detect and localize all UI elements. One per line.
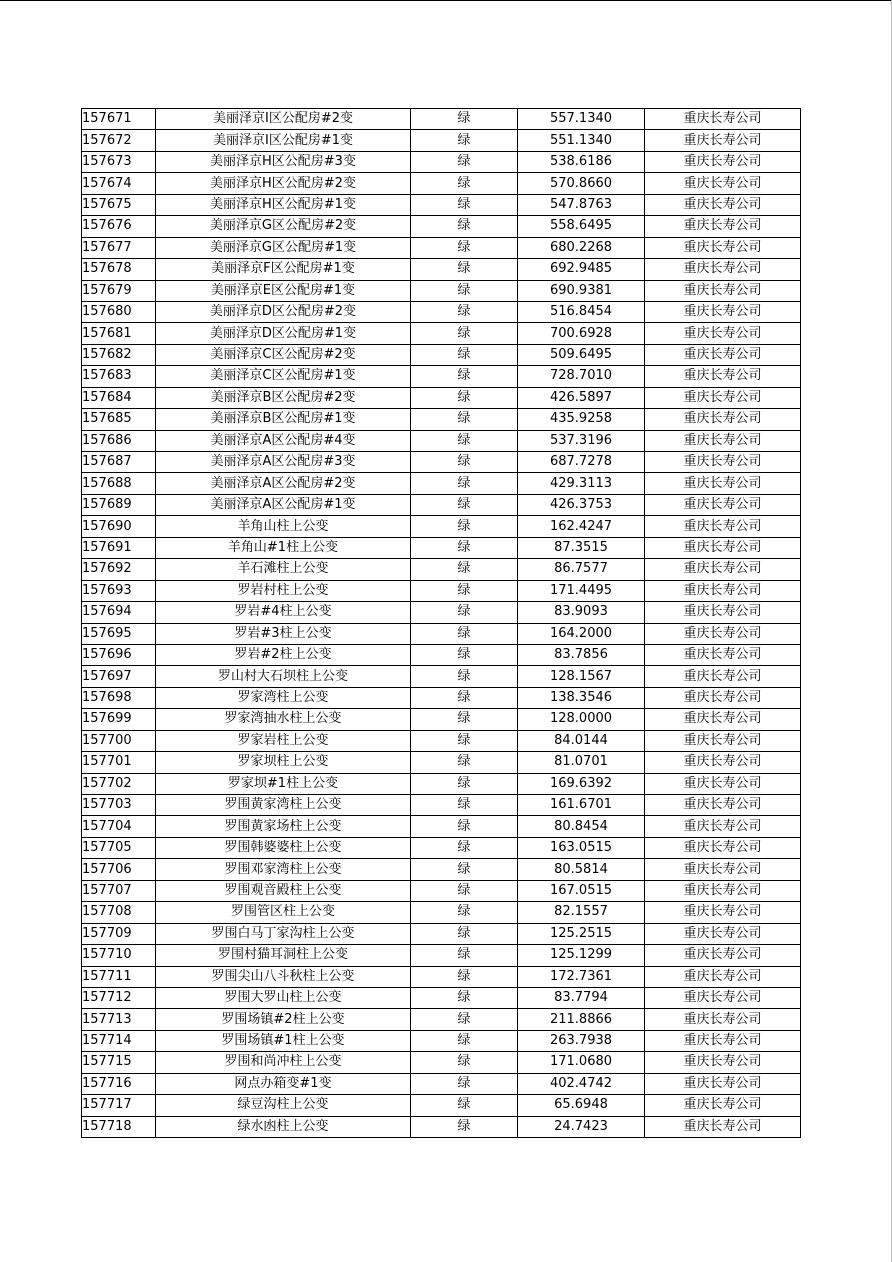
cell-id: 157718	[82, 1116, 156, 1137]
cell-status-color: 绿	[411, 409, 518, 430]
cell-status-color: 绿	[411, 580, 518, 601]
cell-id: 157699	[82, 709, 156, 730]
cell-name: 美丽泽京E区公配房#1变	[156, 280, 411, 301]
table-row	[82, 1073, 801, 1094]
cell-id: 157681	[82, 323, 156, 344]
cell-company: 重庆长寿公司	[645, 473, 801, 494]
cell-status-color: 绿	[411, 559, 518, 580]
table-row	[82, 280, 801, 301]
cell-id: 157685	[82, 409, 156, 430]
cell-id: 157693	[82, 580, 156, 601]
table-row	[82, 1095, 801, 1116]
cell-status-color: 绿	[411, 987, 518, 1008]
cell-status-color: 绿	[411, 216, 518, 237]
cell-value: 516.8454	[518, 301, 645, 322]
cell-company: 重庆长寿公司	[645, 173, 801, 194]
cell-company: 重庆长寿公司	[645, 773, 801, 794]
cell-name: 罗围村猫耳洞柱上公变	[156, 945, 411, 966]
cell-id: 157686	[82, 430, 156, 451]
cell-name: 罗家坝#1柱上公变	[156, 773, 411, 794]
cell-status-color: 绿	[411, 966, 518, 987]
cell-name: 美丽泽京H区公配房#2变	[156, 173, 411, 194]
cell-status-color: 绿	[411, 1095, 518, 1116]
cell-name: 罗围韩婆婆柱上公变	[156, 837, 411, 858]
cell-company: 重庆长寿公司	[645, 323, 801, 344]
cell-name: 罗围黄家湾柱上公变	[156, 795, 411, 816]
cell-value: 171.0680	[518, 1052, 645, 1073]
cell-company: 重庆长寿公司	[645, 301, 801, 322]
table-row	[82, 516, 801, 537]
cell-status-color: 绿	[411, 323, 518, 344]
cell-id: 157678	[82, 259, 156, 280]
cell-id: 157708	[82, 902, 156, 923]
cell-status-color: 绿	[411, 1030, 518, 1051]
cell-status-color: 绿	[411, 366, 518, 387]
table-row	[82, 109, 801, 130]
cell-name: 罗家湾抽水柱上公变	[156, 709, 411, 730]
cell-id: 157683	[82, 366, 156, 387]
cell-name: 罗围观音殿柱上公变	[156, 880, 411, 901]
cell-id: 157689	[82, 494, 156, 515]
cell-status-color: 绿	[411, 837, 518, 858]
cell-value: 557.1340	[518, 109, 645, 130]
cell-name: 罗围黄家场柱上公变	[156, 816, 411, 837]
cell-value: 551.1340	[518, 130, 645, 151]
table-row	[82, 259, 801, 280]
cell-status-color: 绿	[411, 516, 518, 537]
cell-status-color: 绿	[411, 109, 518, 130]
cell-name: 美丽泽京C区公配房#1变	[156, 366, 411, 387]
cell-status-color: 绿	[411, 537, 518, 558]
table-row	[82, 602, 801, 623]
cell-company: 重庆长寿公司	[645, 366, 801, 387]
table-row	[82, 130, 801, 151]
table-row	[82, 837, 801, 858]
cell-name: 美丽泽京H区公配房#1变	[156, 194, 411, 215]
cell-company: 重庆长寿公司	[645, 966, 801, 987]
table-row	[82, 387, 801, 408]
table-row	[82, 945, 801, 966]
cell-id: 157707	[82, 880, 156, 901]
cell-id: 157701	[82, 752, 156, 773]
cell-status-color: 绿	[411, 730, 518, 751]
cell-value: 163.0515	[518, 837, 645, 858]
cell-value: 680.2268	[518, 237, 645, 258]
cell-value: 509.6495	[518, 344, 645, 365]
cell-company: 重庆长寿公司	[645, 923, 801, 944]
cell-status-color: 绿	[411, 902, 518, 923]
cell-company: 重庆长寿公司	[645, 151, 801, 172]
cell-value: 125.1299	[518, 945, 645, 966]
cell-company: 重庆长寿公司	[645, 259, 801, 280]
cell-company: 重庆长寿公司	[645, 559, 801, 580]
cell-value: 558.6495	[518, 216, 645, 237]
cell-status-color: 绿	[411, 1009, 518, 1030]
cell-id: 157691	[82, 537, 156, 558]
cell-status-color: 绿	[411, 473, 518, 494]
cell-company: 重庆长寿公司	[645, 580, 801, 601]
cell-id: 157695	[82, 623, 156, 644]
cell-name: 美丽泽京I区公配房#2变	[156, 109, 411, 130]
cell-company: 重庆长寿公司	[645, 1073, 801, 1094]
cell-value: 211.8866	[518, 1009, 645, 1030]
cell-name: 罗岩#4柱上公变	[156, 602, 411, 623]
cell-id: 157698	[82, 687, 156, 708]
cell-status-color: 绿	[411, 194, 518, 215]
cell-value: 125.2515	[518, 923, 645, 944]
cell-status-color: 绿	[411, 623, 518, 644]
cell-company: 重庆长寿公司	[645, 945, 801, 966]
cell-status-color: 绿	[411, 945, 518, 966]
cell-id: 157709	[82, 923, 156, 944]
cell-name: 美丽泽京G区公配房#1变	[156, 237, 411, 258]
cell-id: 157672	[82, 130, 156, 151]
cell-company: 重庆长寿公司	[645, 880, 801, 901]
table-row	[82, 301, 801, 322]
cell-company: 重庆长寿公司	[645, 1116, 801, 1137]
cell-company: 重庆长寿公司	[645, 237, 801, 258]
cell-name: 罗岩#3柱上公变	[156, 623, 411, 644]
cell-name: 罗围和尚冲柱上公变	[156, 1052, 411, 1073]
cell-company: 重庆长寿公司	[645, 987, 801, 1008]
cell-company: 重庆长寿公司	[645, 1030, 801, 1051]
cell-status-color: 绿	[411, 280, 518, 301]
table-row	[82, 580, 801, 601]
table-row	[82, 430, 801, 451]
cell-name: 罗家岩柱上公变	[156, 730, 411, 751]
cell-id: 157680	[82, 301, 156, 322]
cell-name: 罗岩#2柱上公变	[156, 644, 411, 665]
cell-value: 80.8454	[518, 816, 645, 837]
cell-name: 罗围邓家湾柱上公变	[156, 859, 411, 880]
cell-company: 重庆长寿公司	[645, 859, 801, 880]
cell-id: 157688	[82, 473, 156, 494]
cell-company: 重庆长寿公司	[645, 1009, 801, 1030]
table-row	[82, 1116, 801, 1137]
cell-value: 171.4495	[518, 580, 645, 601]
cell-status-color: 绿	[411, 859, 518, 880]
cell-id: 157690	[82, 516, 156, 537]
cell-name: 罗山村大石坝柱上公变	[156, 666, 411, 687]
cell-company: 重庆长寿公司	[645, 344, 801, 365]
cell-value: 690.9381	[518, 280, 645, 301]
cell-name: 罗围场镇#1柱上公变	[156, 1030, 411, 1051]
cell-value: 547.8763	[518, 194, 645, 215]
cell-company: 重庆长寿公司	[645, 430, 801, 451]
cell-id: 157682	[82, 344, 156, 365]
cell-status-color: 绿	[411, 687, 518, 708]
cell-status-color: 绿	[411, 644, 518, 665]
cell-id: 157714	[82, 1030, 156, 1051]
table-row	[82, 752, 801, 773]
cell-status-color: 绿	[411, 666, 518, 687]
cell-status-color: 绿	[411, 1116, 518, 1137]
cell-name: 罗家坝柱上公变	[156, 752, 411, 773]
cell-name: 罗家湾柱上公变	[156, 687, 411, 708]
cell-company: 重庆长寿公司	[645, 837, 801, 858]
page-top-border	[0, 0, 892, 1]
cell-name: 罗岩村柱上公变	[156, 580, 411, 601]
cell-value: 435.9258	[518, 409, 645, 430]
cell-id: 157697	[82, 666, 156, 687]
cell-value: 687.7278	[518, 452, 645, 473]
cell-name: 羊角山柱上公变	[156, 516, 411, 537]
cell-name: 绿豆沟柱上公变	[156, 1095, 411, 1116]
cell-company: 重庆长寿公司	[645, 623, 801, 644]
table-row	[82, 773, 801, 794]
cell-name: 美丽泽京D区公配房#1变	[156, 323, 411, 344]
cell-value: 538.6186	[518, 151, 645, 172]
table-row	[82, 730, 801, 751]
cell-company: 重庆长寿公司	[645, 752, 801, 773]
cell-name: 美丽泽京C区公配房#2变	[156, 344, 411, 365]
cell-company: 重庆长寿公司	[645, 816, 801, 837]
table-row	[82, 452, 801, 473]
cell-status-color: 绿	[411, 430, 518, 451]
cell-status-color: 绿	[411, 752, 518, 773]
cell-status-color: 绿	[411, 452, 518, 473]
cell-name: 美丽泽京A区公配房#4变	[156, 430, 411, 451]
table-row	[82, 216, 801, 237]
cell-status-color: 绿	[411, 387, 518, 408]
cell-name: 美丽泽京B区公配房#2变	[156, 387, 411, 408]
cell-id: 157692	[82, 559, 156, 580]
table-row	[82, 173, 801, 194]
cell-status-color: 绿	[411, 880, 518, 901]
cell-value: 65.6948	[518, 1095, 645, 1116]
table-row	[82, 473, 801, 494]
cell-name: 网点办箱变#1变	[156, 1073, 411, 1094]
cell-company: 重庆长寿公司	[645, 109, 801, 130]
cell-id: 157706	[82, 859, 156, 880]
cell-name: 美丽泽京I区公配房#1变	[156, 130, 411, 151]
cell-value: 86.7577	[518, 559, 645, 580]
cell-status-color: 绿	[411, 130, 518, 151]
cell-company: 重庆长寿公司	[645, 216, 801, 237]
cell-id: 157694	[82, 602, 156, 623]
cell-name: 美丽泽京D区公配房#2变	[156, 301, 411, 322]
cell-value: 87.3515	[518, 537, 645, 558]
cell-id: 157705	[82, 837, 156, 858]
cell-value: 426.5897	[518, 387, 645, 408]
cell-value: 167.0515	[518, 880, 645, 901]
table-row	[82, 966, 801, 987]
cell-company: 重庆长寿公司	[645, 130, 801, 151]
cell-name: 罗围大罗山柱上公变	[156, 987, 411, 1008]
cell-value: 692.9485	[518, 259, 645, 280]
cell-value: 82.1557	[518, 902, 645, 923]
cell-id: 157676	[82, 216, 156, 237]
table-row	[82, 151, 801, 172]
table-row	[82, 409, 801, 430]
table-row	[82, 816, 801, 837]
cell-value: 138.3546	[518, 687, 645, 708]
cell-status-color: 绿	[411, 923, 518, 944]
cell-id: 157716	[82, 1073, 156, 1094]
cell-id: 157704	[82, 816, 156, 837]
cell-status-color: 绿	[411, 344, 518, 365]
cell-name: 美丽泽京F区公配房#1变	[156, 259, 411, 280]
cell-value: 402.4742	[518, 1073, 645, 1094]
cell-status-color: 绿	[411, 773, 518, 794]
table-row	[82, 987, 801, 1008]
cell-name: 罗围白马丁家沟柱上公变	[156, 923, 411, 944]
cell-company: 重庆长寿公司	[645, 516, 801, 537]
cell-value: 161.6701	[518, 795, 645, 816]
cell-id: 157687	[82, 452, 156, 473]
cell-company: 重庆长寿公司	[645, 709, 801, 730]
cell-value: 263.7938	[518, 1030, 645, 1051]
cell-value: 164.2000	[518, 623, 645, 644]
cell-value: 728.7010	[518, 366, 645, 387]
cell-name: 罗围尖山八斗秋柱上公变	[156, 966, 411, 987]
cell-id: 157713	[82, 1009, 156, 1030]
cell-company: 重庆长寿公司	[645, 687, 801, 708]
cell-id: 157712	[82, 987, 156, 1008]
cell-name: 绿水凼柱上公变	[156, 1116, 411, 1137]
table-row	[82, 194, 801, 215]
data-table	[81, 108, 801, 1138]
cell-name: 罗围场镇#2柱上公变	[156, 1009, 411, 1030]
cell-value: 84.0144	[518, 730, 645, 751]
cell-status-color: 绿	[411, 602, 518, 623]
cell-value: 172.7361	[518, 966, 645, 987]
cell-value: 83.7856	[518, 644, 645, 665]
cell-id: 157702	[82, 773, 156, 794]
table-row	[82, 1009, 801, 1030]
table-row	[82, 537, 801, 558]
table-row	[82, 344, 801, 365]
cell-id: 157696	[82, 644, 156, 665]
cell-id: 157703	[82, 795, 156, 816]
cell-id: 157671	[82, 109, 156, 130]
cell-status-color: 绿	[411, 173, 518, 194]
cell-id: 157700	[82, 730, 156, 751]
cell-value: 80.5814	[518, 859, 645, 880]
cell-company: 重庆长寿公司	[645, 602, 801, 623]
cell-company: 重庆长寿公司	[645, 194, 801, 215]
cell-status-color: 绿	[411, 151, 518, 172]
cell-value: 429.3113	[518, 473, 645, 494]
cell-value: 537.3196	[518, 430, 645, 451]
table-row	[82, 237, 801, 258]
cell-id: 157710	[82, 945, 156, 966]
cell-id: 157679	[82, 280, 156, 301]
cell-name: 美丽泽京A区公配房#1变	[156, 494, 411, 515]
cell-company: 重庆长寿公司	[645, 730, 801, 751]
cell-value: 83.7794	[518, 987, 645, 1008]
cell-value: 81.0701	[518, 752, 645, 773]
cell-status-color: 绿	[411, 1052, 518, 1073]
cell-name: 美丽泽京B区公配房#1变	[156, 409, 411, 430]
table-row	[82, 666, 801, 687]
table-body	[82, 109, 801, 1138]
table-row	[82, 623, 801, 644]
cell-value: 162.4247	[518, 516, 645, 537]
cell-company: 重庆长寿公司	[645, 902, 801, 923]
table-row	[82, 559, 801, 580]
cell-status-color: 绿	[411, 709, 518, 730]
cell-status-color: 绿	[411, 494, 518, 515]
cell-company: 重庆长寿公司	[645, 409, 801, 430]
cell-id: 157711	[82, 966, 156, 987]
cell-status-color: 绿	[411, 259, 518, 280]
cell-company: 重庆长寿公司	[645, 1052, 801, 1073]
cell-id: 157717	[82, 1095, 156, 1116]
cell-value: 24.7423	[518, 1116, 645, 1137]
cell-status-color: 绿	[411, 301, 518, 322]
cell-value: 128.0000	[518, 709, 645, 730]
cell-id: 157684	[82, 387, 156, 408]
cell-value: 426.3753	[518, 494, 645, 515]
table-row	[82, 859, 801, 880]
table-row	[82, 1052, 801, 1073]
table-row	[82, 644, 801, 665]
cell-name: 美丽泽京A区公配房#3变	[156, 452, 411, 473]
table-row	[82, 709, 801, 730]
cell-company: 重庆长寿公司	[645, 387, 801, 408]
cell-value: 570.8660	[518, 173, 645, 194]
cell-company: 重庆长寿公司	[645, 537, 801, 558]
cell-company: 重庆长寿公司	[645, 494, 801, 515]
cell-company: 重庆长寿公司	[645, 666, 801, 687]
cell-value: 83.9093	[518, 602, 645, 623]
cell-name: 美丽泽京H区公配房#3变	[156, 151, 411, 172]
cell-id: 157677	[82, 237, 156, 258]
cell-company: 重庆长寿公司	[645, 1095, 801, 1116]
cell-name: 羊石滩柱上公变	[156, 559, 411, 580]
cell-value: 128.1567	[518, 666, 645, 687]
table-row	[82, 1030, 801, 1051]
cell-value: 700.6928	[518, 323, 645, 344]
cell-company: 重庆长寿公司	[645, 644, 801, 665]
cell-company: 重庆长寿公司	[645, 280, 801, 301]
table-row	[82, 795, 801, 816]
table-row	[82, 494, 801, 515]
cell-id: 157675	[82, 194, 156, 215]
table-row	[82, 902, 801, 923]
table-row	[82, 323, 801, 344]
table-row	[82, 880, 801, 901]
cell-company: 重庆长寿公司	[645, 452, 801, 473]
table-row	[82, 923, 801, 944]
cell-status-color: 绿	[411, 795, 518, 816]
cell-status-color: 绿	[411, 1073, 518, 1094]
cell-id: 157674	[82, 173, 156, 194]
table-row	[82, 687, 801, 708]
cell-company: 重庆长寿公司	[645, 795, 801, 816]
cell-name: 罗围管区柱上公变	[156, 902, 411, 923]
cell-name: 美丽泽京A区公配房#2变	[156, 473, 411, 494]
cell-name: 羊角山#1柱上公变	[156, 537, 411, 558]
cell-status-color: 绿	[411, 816, 518, 837]
cell-id: 157715	[82, 1052, 156, 1073]
table-row	[82, 366, 801, 387]
cell-id: 157673	[82, 151, 156, 172]
cell-status-color: 绿	[411, 237, 518, 258]
cell-name: 美丽泽京G区公配房#2变	[156, 216, 411, 237]
cell-value: 169.6392	[518, 773, 645, 794]
